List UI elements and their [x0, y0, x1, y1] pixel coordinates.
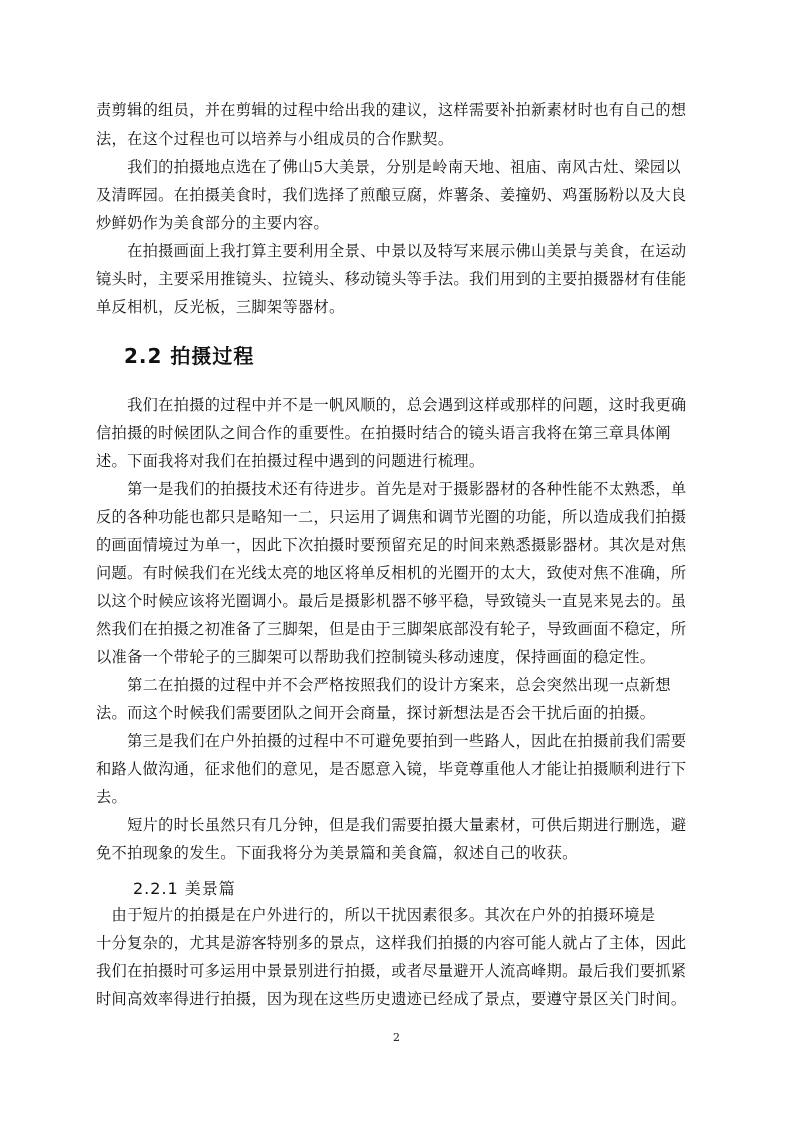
paragraph-line: 去。	[96, 788, 128, 806]
paragraph-line: 第三是我们在户外拍摄的过程中不可避免要拍到一些路人，因此在拍摄前我们需要	[96, 732, 687, 750]
paragraph-line: 然我们在拍摄之初准备了三脚架，但是由于三脚架底部没有轮子，导致画面不稳定，所	[96, 620, 687, 638]
page-number: 2	[393, 1031, 400, 1044]
paragraph-line: 法，在这个过程也可以培养与小组成员的合作默契。	[96, 130, 454, 148]
paragraph-line: 反的各种功能也都只是略知一二，只运用了调焦和调节光圈的功能，所以造成我们拍摄	[96, 508, 687, 526]
paragraph-line: 法。而这个时候我们需要团队之间开会商量，探讨新想法是否会干扰后面的拍摄。	[96, 704, 656, 722]
paragraph-line: 述。下面我将对我们在拍摄过程中遇到的问题进行梳理。	[96, 452, 485, 470]
paragraph-line: 单反相机，反光板，三脚架等器材。	[96, 298, 345, 316]
paragraph-line: 及清晖园。在拍摄美食时，我们选择了煎酿豆腐，炸薯条、姜撞奶、鸡蛋肠粉以及大良	[96, 186, 687, 204]
paragraph-line: 免不拍现象的发生。下面我将分为美景篇和美食篇，叙述自己的收获。	[96, 844, 578, 862]
paragraph-line: 短片的时长虽然只有几分钟，但是我们需要拍摄大量素材，可供后期进行删选，避	[96, 816, 687, 834]
paragraph-line: 和路人做沟通，征求他们的意见，是否愿意入镜，毕竟尊重他人才能让拍摄顺利进行下	[96, 760, 687, 778]
paragraph-line: 第一是我们的拍摄技术还有待进步。首先是对于摄影器材的各种性能不太熟悉，单	[96, 480, 687, 498]
paragraph-line: 第二在拍摄的过程中并不会严格按照我们的设计方案来，总会突然出现一点新想	[96, 676, 671, 694]
section-heading: 2.2 拍摄过程	[124, 344, 255, 368]
paragraph-line: 以这个时候应该将光圈调小。最后是摄影机器不够平稳，导致镜头一直晃来晃去的。虽	[96, 592, 687, 610]
paragraph-line: 责剪辑的组员，并在剪辑的过程中给出我的建议，这样需要补拍新素材时也有自己的想	[96, 101, 687, 119]
paragraph-line: 由于短片的拍摄是在户外进行的，所以干扰因素很多。其次在户外的拍摄环境是	[96, 906, 656, 924]
paragraph-line: 问题。有时候我们在光线太亮的地区将单反相机的光圈开的太大，致使对焦不准确，所	[96, 564, 687, 582]
paragraph-line: 信拍摄的时候团队之间合作的重要性。在拍摄时结合的镜头语言我将在第三章具体阐	[96, 424, 671, 442]
paragraph-line: 的画面情境过为单一，因此下次拍摄时要预留充足的时间来熟悉摄影器材。其次是对焦	[96, 536, 687, 554]
paragraph-line: 镜头时，主要采用推镜头、拉镜头、移动镜头等手法。我们用到的主要拍摄器材有佳能	[96, 270, 687, 288]
paragraph-line: 十分复杂的，尤其是游客特别多的景点，这样我们拍摄的内容可能人就占了主体，因此	[96, 934, 687, 952]
paragraph-line: 我们的拍摄地点选在了佛山5大美景，分别是岭南天地、祖庙、南风古灶、梁园以	[96, 158, 681, 176]
subsection-heading: 2.2.1 美景篇	[133, 879, 236, 898]
paragraph-line: 时间高效率得进行拍摄，因为现在这些历史遗迹已经成了景点，要遵守景区关门时间。	[96, 990, 687, 1008]
paragraph-line: 我们在拍摄的过程中并不是一帆风顺的，总会遇到这样或那样的问题，这时我更确	[96, 396, 687, 414]
paragraph-line: 我们在拍摄时可多运用中景景别进行拍摄，或者尽量避开人流高峰期。最后我们要抓紧	[96, 962, 687, 980]
paragraph-line: 炒鲜奶作为美食部分的主要内容。	[96, 214, 330, 232]
paragraph-line: 以准备一个带轮子的三脚架可以帮助我们控制镜头移动速度，保持画面的稳定性。	[96, 648, 656, 666]
paragraph-line: 在拍摄画面上我打算主要利用全景、中景以及特写来展示佛山美景与美食，在运动	[96, 242, 687, 260]
